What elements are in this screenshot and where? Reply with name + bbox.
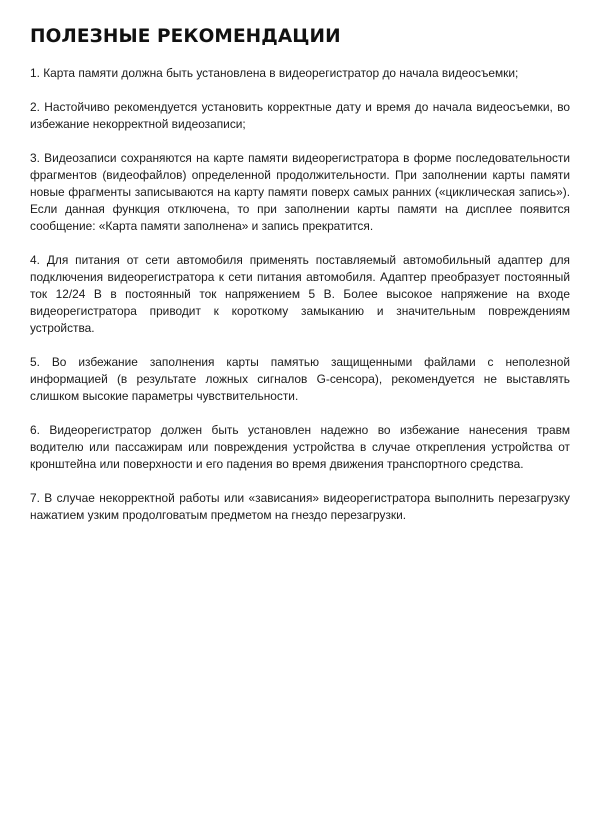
document-page	[30, 24, 570, 541]
recommendation-item-1: 1. Карта памяти должна быть установлена в видеорегистратор до начала видеосъемки;	[30, 66, 519, 80]
recommendations-list	[30, 65, 570, 524]
recommendation-item-3: 3. Видеозаписи сохраняются на карте памяти видеорегистратора в форме последовательности фрагментов (видеофайлов) определенной продолжительности. При заполнении карты памяти новые фрагменты записываются на карту памяти поверх самых ранних («циклическая запись»). Если данная функция отключена, то при заполнении карты памяти на дисплее появится сообщение: «Карта памяти заполнена» и запись прекратится.	[30, 151, 570, 233]
recommendation-item-4: 4. Для питания от сети автомобиля применять поставляемый автомобильный адаптер для подключения видеорегистратора к сети питания автомобиля. Адаптер преобразует постоянный ток 12/24 В в постоянный ток напряжением 5 В. Более высокое напряжение на входе видеорегистратора приводит к короткому замыканию и значительным повреждениям устройства.	[30, 253, 570, 335]
recommendation-item-7: 7. В случае некорректной работы или «зависания» видеорегистратора выполнить перезагрузку нажатием узким продолговатым предметом на гнездо перезагрузки.	[30, 491, 570, 522]
recommendation-item-2: 2. Настойчиво рекомендуется установить корректные дату и время до начала видеосъемки, во избежание некорректной видеозаписи;	[30, 100, 570, 131]
recommendation-item-6: 6. Видеорегистратор должен быть установлен надежно во избежание нанесения травм водителю или пассажирам или повреждения устройства в случае открепления устройства от кронштейна или поверхности и его падения во время движения транспортного средства.	[30, 423, 570, 471]
page-title: ПОЛЕЗНЫЕ РЕКОМЕНДАЦИИ	[30, 26, 341, 47]
recommendation-item-5: 5. Во избежание заполнения карты памятью защищенными файлами с неполезной информацией (в результате ложных сигналов G-сенсора), рекомендуется не выставлять слишком высокие параметры чувствительности.	[30, 355, 570, 403]
